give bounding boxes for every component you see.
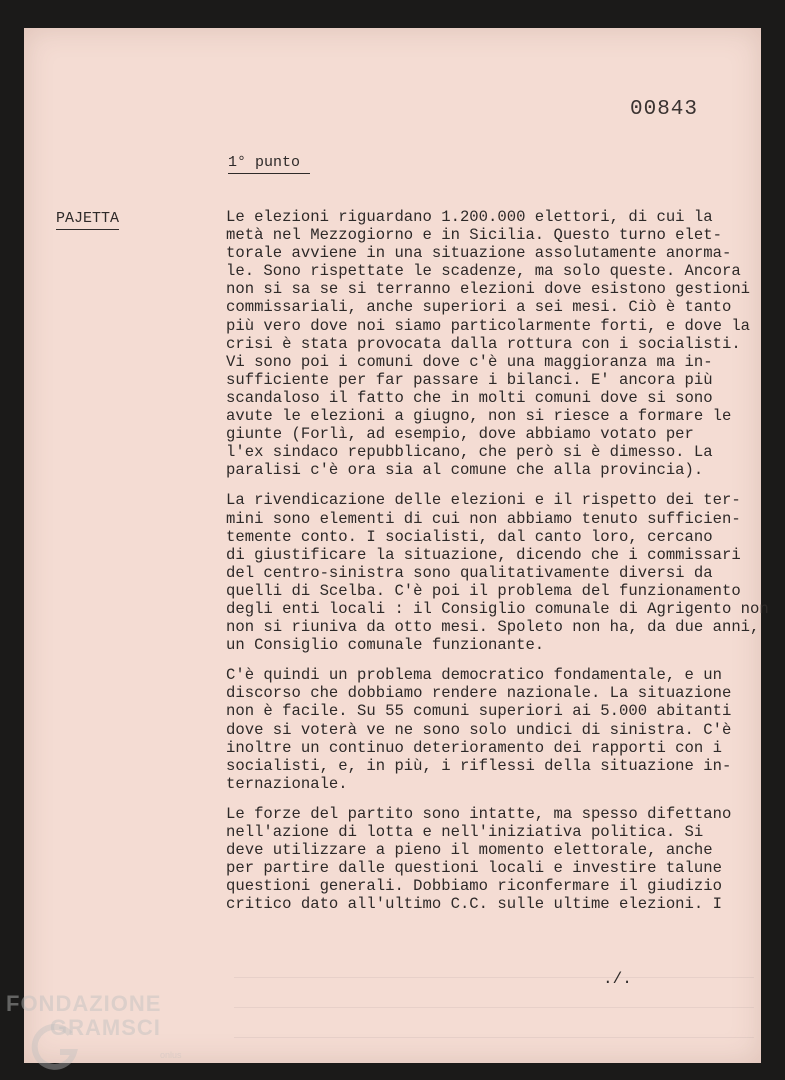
- continuation-mark: ./.: [603, 970, 632, 988]
- watermark-line-2: GRAMSCI: [50, 1015, 161, 1040]
- paragraph-3: C'è quindi un problema democratico fondamentale, e un discorso che dobbiamo rendere nazionale. La situazione non è facile. Su 55 comuni superiori ai 5.000 abitanti dove si voterà ve ne sono solo undici di sinistra. C'è inoltre un continuo deterioramento dei rapporti con i socialisti, e, in più, i riflessi della situazione in- ternazionale.: [226, 666, 732, 793]
- watermark-line-1: FONDAZIONE: [6, 991, 162, 1016]
- bleed-through-text: [234, 956, 754, 1038]
- paragraph-1: Le elezioni riguardano 1.200.000 elettori, di cui la metà nel Mezzogiorno e in Sicilia. Questo turno elet- torale avviene in una situazione assolutamente anorma- le. Sono rispettate le scadenze, ma solo queste. Ancora non si sa se si terranno elezioni dove esistono gestioni commissariali, anche superiori a sei mesi. Ciò è tanto più vero dove noi siamo particolarmente forti, e dove la crisi è stata provocata dalla rottura con i socialisti. Vi sono poi i comuni dove c'è una maggioranza ma in- sufficiente per far passare i bilanci. E' ancora più scandaloso il fatto che in molti comuni dove si sono avute le elezioni a giugno, non si riesce a formare le giunte (Forlì, ad esempio, dove abbiamo votato per l'ex sindaco repubblicano, che però si è dimesso. La paralisi c'è ora sia al comune che alla provincia).: [226, 208, 751, 480]
- paragraph-2: La rivendicazione delle elezioni e il rispetto dei ter- mini sono elementi di cui non abbiamo tenuto sufficien- temente conto. I socialisti, dal canto loro, cercano di giustificare la situazione, dicendo che i commissari del centro-sinistra sono qualitativamente diversi da quelli di Scelba. C'è poi il problema del funzionamento degli enti locali : il Consiglio comunale di Agrigento non non si riuniva da otto mesi. Spoleto non ha, da due anni, un Consiglio comunale funzionante.: [226, 491, 769, 655]
- document-body: [226, 208, 769, 925]
- watermark-sub: onlus: [160, 1050, 182, 1060]
- document-number: 00843: [630, 98, 699, 121]
- watermark-g-logo-icon: [30, 1020, 82, 1072]
- speaker-name: PAJETTA: [56, 210, 119, 230]
- paragraph-4: Le forze del partito sono intatte, ma spesso difettano nell'azione di lotta e nell'iniziativa politica. Si deve utilizzare a pieno il momento elettorale, anche per partire dalle questioni locali e investire talune questioni generali. Dobbiamo riconfermare il giudizio critico dato all'ultimo C.C. sulle ultime elezioni. I: [226, 804, 732, 914]
- section-heading: 1° punto: [228, 154, 310, 174]
